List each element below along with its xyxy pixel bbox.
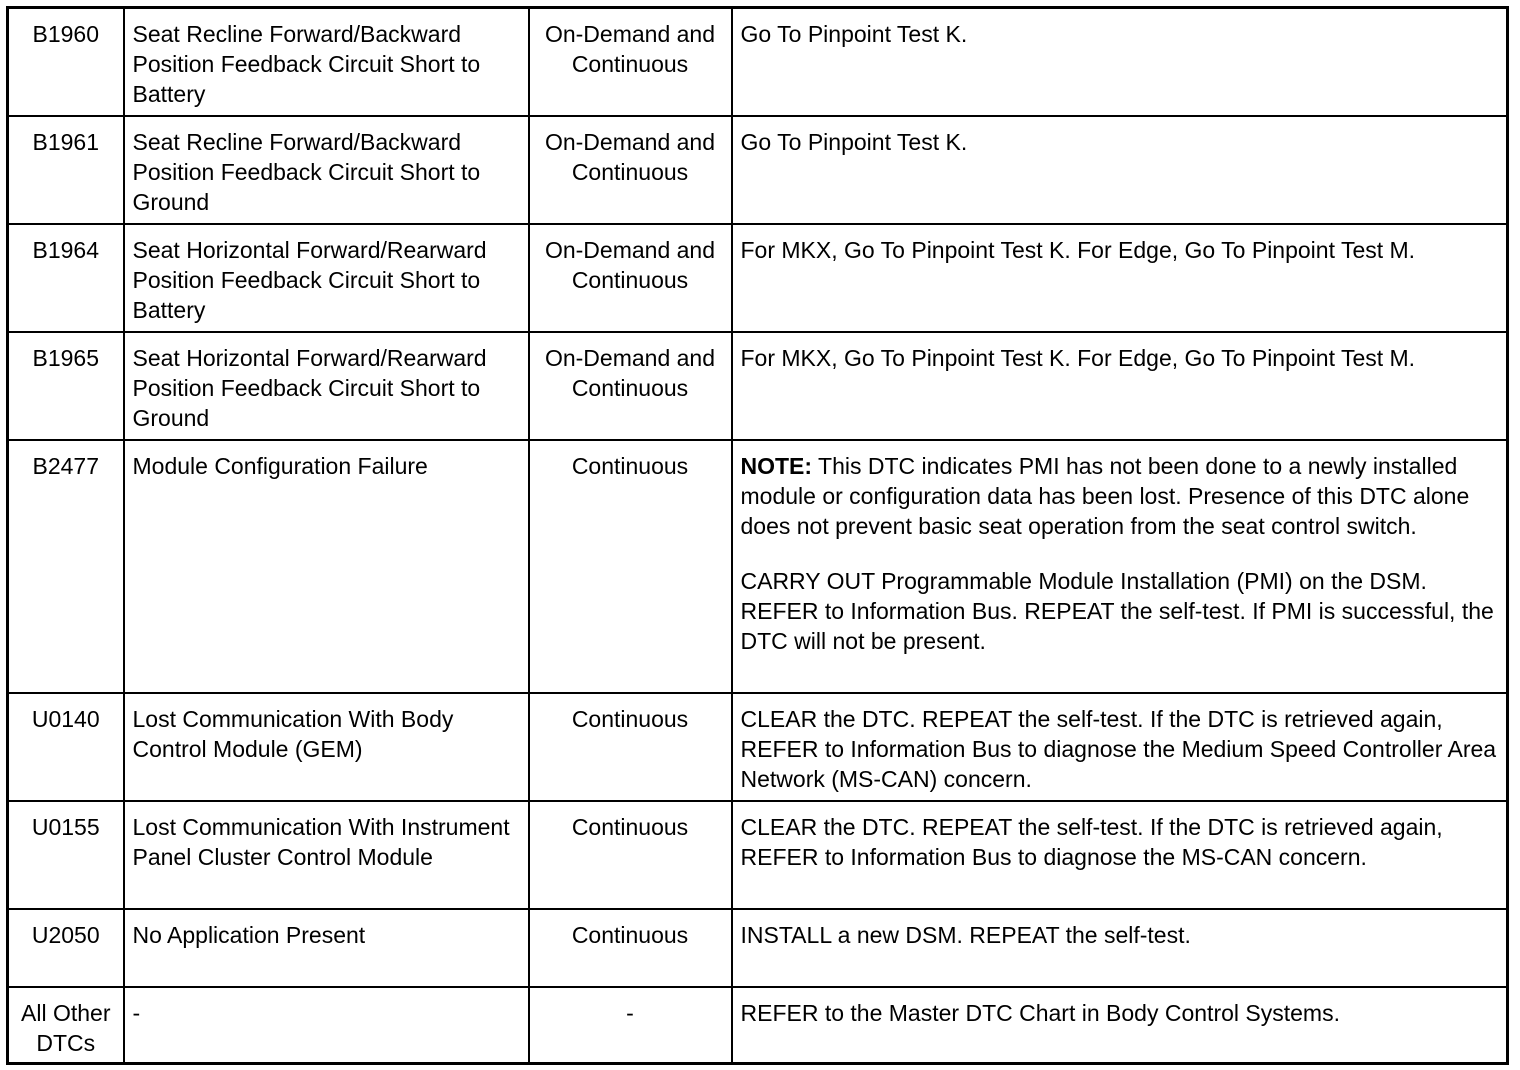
dtc-condition-cell: Continuous (529, 909, 732, 987)
dtc-action-cell: CLEAR the DTC. REPEAT the self-test. If the DTC is retrieved again, REFER to Information Bus to diagnose the Medium Speed Controller Area Network (MS-CAN) concern. (732, 693, 1508, 801)
dtc-action-cell: Go To Pinpoint Test K. (732, 8, 1508, 116)
table-row (8, 116, 1508, 224)
table-row (8, 693, 1508, 801)
table-row (8, 440, 1508, 693)
table-row (8, 224, 1508, 332)
dtc-code-cell: B1965 (8, 332, 124, 440)
dtc-condition-cell: On-Demand and Continuous (529, 332, 732, 440)
dtc-description-cell: Lost Communication With Body Control Module (GEM) (124, 693, 529, 801)
dtc-code-cell: U2050 (8, 909, 124, 987)
note-text: This DTC indicates PMI has not been done to a newly installed module or configuration data has been lost. Presence of this DTC alone does not prevent basic seat operation from the seat control switch. (740, 452, 1470, 539)
dtc-condition-cell: On-Demand and Continuous (529, 8, 732, 116)
action-paragraph: CARRY OUT Programmable Module Installation (PMI) on the DSM. REFER to Information Bus. REPEAT the self-test. If PMI is successful, the DTC will not be present. (740, 567, 1494, 654)
dtc-description-cell: Seat Recline Forward/Backward Position Feedback Circuit Short to Ground (124, 116, 529, 224)
dtc-description-cell: Seat Horizontal Forward/Rearward Position Feedback Circuit Short to Ground (124, 332, 529, 440)
dtc-condition-cell: Continuous (529, 440, 732, 693)
dtc-description-cell: Seat Horizontal Forward/Rearward Position Feedback Circuit Short to Battery (124, 224, 529, 332)
table-row (8, 332, 1508, 440)
dtc-code-cell: U0155 (8, 801, 124, 909)
dtc-action-cell (732, 440, 1508, 693)
dtc-code-cell: B1960 (8, 8, 124, 116)
dtc-table (6, 6, 1509, 1065)
dtc-description-cell: Module Configuration Failure (124, 440, 529, 693)
dtc-code-cell: U0140 (8, 693, 124, 801)
dtc-action-cell: CLEAR the DTC. REPEAT the self-test. If the DTC is retrieved again, REFER to Information Bus to diagnose the MS-CAN concern. (732, 801, 1508, 909)
dtc-action-cell: For MKX, Go To Pinpoint Test K. For Edge, Go To Pinpoint Test M. (732, 332, 1508, 440)
dtc-code-cell: B1964 (8, 224, 124, 332)
dtc-code-cell: B1961 (8, 116, 124, 224)
table-row (8, 909, 1508, 987)
note-paragraph (741, 451, 1499, 541)
dtc-condition-cell: Continuous (529, 693, 732, 801)
dtc-condition-cell: On-Demand and Continuous (529, 116, 732, 224)
note-label: NOTE: (740, 452, 813, 479)
dtc-action-cell: For MKX, Go To Pinpoint Test K. For Edge, Go To Pinpoint Test M. (732, 224, 1508, 332)
dtc-description-cell: No Application Present (124, 909, 529, 987)
table-row (8, 8, 1508, 116)
dtc-description-cell: Lost Communication With Instrument Panel Cluster Control Module (124, 801, 529, 909)
dtc-condition-cell: - (529, 987, 732, 1064)
dtc-action-cell: Go To Pinpoint Test K. (732, 116, 1508, 224)
dtc-code-cell: B2477 (8, 440, 124, 693)
dtc-condition-cell: On-Demand and Continuous (529, 224, 732, 332)
table-row (8, 987, 1508, 1064)
dtc-code-cell: All Other DTCs (8, 987, 124, 1064)
dtc-action-cell: REFER to the Master DTC Chart in Body Control Systems. (732, 987, 1508, 1064)
dtc-condition-cell: Continuous (529, 801, 732, 909)
table-row (8, 801, 1508, 909)
dtc-action-cell: INSTALL a new DSM. REPEAT the self-test. (732, 909, 1508, 987)
dtc-description-cell: Seat Recline Forward/Backward Position Feedback Circuit Short to Battery (124, 8, 529, 116)
dtc-description-cell: - (124, 987, 529, 1064)
